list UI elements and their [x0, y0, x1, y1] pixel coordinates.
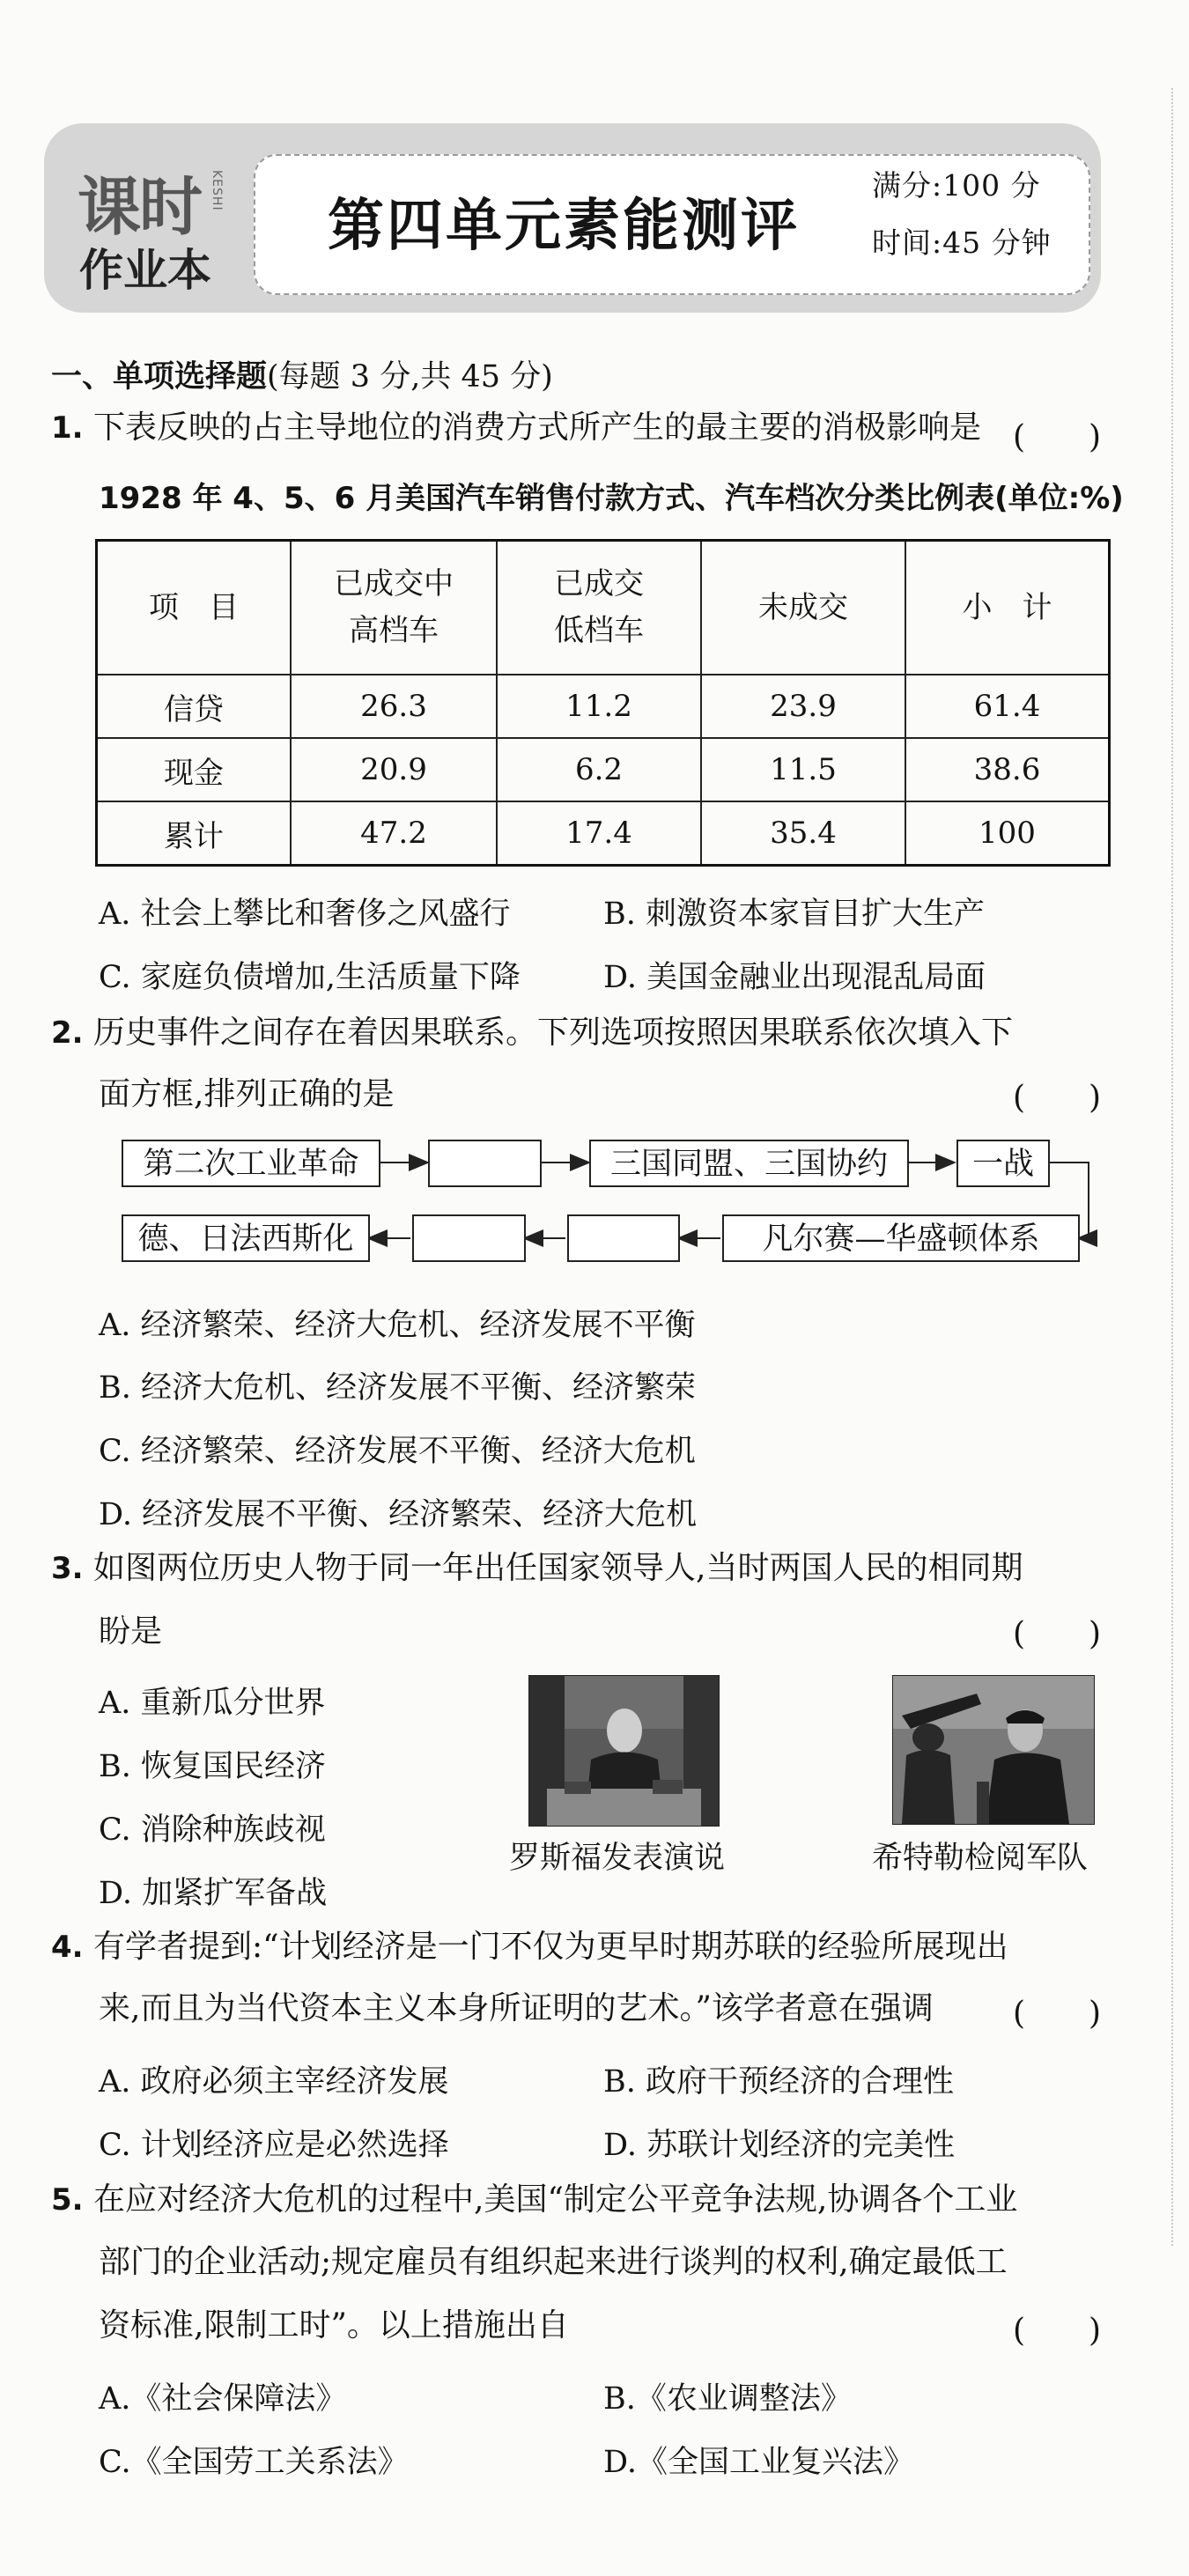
table-cell: 100: [905, 801, 1110, 866]
q5-option-b[interactable]: B.《农业调整法》: [603, 2381, 852, 2417]
table-cell: 6.2: [497, 738, 701, 801]
brand-pinyin: KESHI: [210, 170, 224, 211]
q5-option-d[interactable]: D.《全国工业复兴法》: [603, 2445, 914, 2480]
table-cell: 11.5: [701, 738, 905, 801]
flow-box-blank-2: [567, 1214, 680, 1262]
q5-stem-line3: 资标准,限制工时”。以上措施出自: [99, 2307, 569, 2343]
time-limit: 时间:45 分钟: [872, 225, 1052, 260]
q4-stem-line1: [51, 1931, 1008, 1963]
q5-stem-line2: 部门的企业活动;规定雇员有组织起来进行谈判的权利,确定最低工: [99, 2244, 1008, 2280]
q1-option-c[interactable]: C. 家庭负债增加,生活质量下降: [99, 960, 521, 995]
q2-option-c[interactable]: C. 经济繁荣、经济发展不平衡、经济大危机: [99, 1434, 696, 1469]
table-header-cell: 小 计: [905, 541, 1110, 675]
q5-option-c[interactable]: C.《全国劳工关系法》: [99, 2445, 409, 2480]
roosevelt-caption: 罗斯福发表演说: [509, 1841, 726, 1876]
q3-option-a[interactable]: A. 重新瓜分世界: [99, 1686, 326, 1721]
table-cell: 38.6: [905, 738, 1110, 801]
section-heading: [51, 352, 553, 396]
table-cell: 信贷: [97, 675, 292, 738]
table-cell: 23.9: [701, 675, 905, 738]
q3-option-b[interactable]: B. 恢复国民经济: [99, 1749, 326, 1784]
flow-box-alliances: 三国同盟、三国协约: [589, 1140, 909, 1187]
q3-option-c[interactable]: C. 消除种族歧视: [99, 1812, 326, 1848]
q2-option-d[interactable]: D. 经济发展不平衡、经济繁荣、经济大危机: [99, 1497, 698, 1532]
q2-stem-line2: 面方框,排列正确的是: [99, 1076, 395, 1112]
q5-option-a[interactable]: A.《社会保障法》: [99, 2381, 347, 2417]
table-cell: 35.4: [701, 801, 905, 866]
flow-box-fascism: 德、日法西斯化: [122, 1214, 370, 1262]
q1-stem: 下表反映的占主导地位的消费方式所产生的最主要的消极影响是: [93, 410, 982, 446]
q1-answer-paren: ( ): [1013, 419, 1102, 455]
q3-stem-line2: 盼是: [99, 1613, 163, 1650]
q2-stem: 历史事件之间存在着因果联系。下列选项按照因果联系依次填入下: [93, 1015, 1014, 1051]
q1-option-b[interactable]: B. 刺激资本家盲目扩大生产: [603, 897, 985, 932]
q1-number: 1.: [51, 410, 84, 446]
flow-box-second-industrial-revolution: 第二次工业革命: [122, 1140, 380, 1187]
table-cell: 61.4: [905, 675, 1110, 738]
page-edge-divider: [1171, 88, 1173, 2246]
q1-stem-line: [51, 412, 981, 444]
q1-option-a[interactable]: A. 社会上攀比和奢侈之风盛行: [99, 897, 511, 932]
full-score: 满分:100 分: [872, 168, 1041, 203]
table-row: [97, 801, 1110, 866]
q2-option-a[interactable]: A. 经济繁荣、经济大危机、经济发展不平衡: [99, 1308, 696, 1343]
brand-line2: 作业本: [79, 245, 211, 296]
table-header-cell: 已成交中 高档车: [291, 541, 497, 675]
table-header-cell: 未成交: [701, 541, 905, 675]
q3-stem: 如图两位历史人物于同一年出任国家领导人,当时两国人民的相同期: [93, 1550, 1023, 1586]
q4-number: 4.: [51, 1930, 84, 1965]
q3-option-d[interactable]: D. 加紧扩军备战: [99, 1876, 328, 1911]
q4-option-d[interactable]: D. 苏联计划经济的完美性: [603, 2128, 956, 2163]
q4-stem: 有学者提到:“计划经济是一门不仅为更早时期苏联的经验所展现出: [93, 1929, 1008, 1965]
section-title: 一、单项选择题: [51, 359, 268, 395]
flow-box-blank-1: [428, 1140, 542, 1187]
q4-option-a[interactable]: A. 政府必须主宰经济发展: [99, 2064, 449, 2100]
table-cell: 11.2: [497, 675, 701, 738]
q1-data-table: [95, 539, 1111, 867]
table-header-cell: 已成交 低档车: [497, 541, 701, 675]
page-title: 第四单元素能测评: [328, 193, 800, 259]
q5-stem: 在应对经济大危机的过程中,美国“制定公平竞争法规,协调各个工业: [93, 2181, 1018, 2218]
q1-option-d[interactable]: D. 美国金融业出现混乱局面: [603, 960, 986, 995]
flow-box-versailles-washington: 凡尔赛—华盛顿体系: [722, 1214, 1080, 1262]
q4-option-b[interactable]: B. 政府干预经济的合理性: [603, 2064, 954, 2100]
flow-box-blank-3: [412, 1214, 526, 1262]
q5-number: 5.: [51, 2182, 84, 2218]
q1-table-caption: 1928 年 4、5、6 月美国汽车销售付款方式、汽车档次分类比例表(单位:%): [99, 481, 1124, 516]
q3-number: 3.: [51, 1551, 84, 1586]
table-cell: 47.2: [291, 801, 497, 866]
q2-number: 2.: [51, 1015, 84, 1051]
table-cell: 累计: [97, 801, 292, 866]
table-cell: 20.9: [291, 738, 497, 801]
q3-stem-line1: [51, 1550, 1023, 1586]
brand-logo: [78, 145, 245, 296]
q2-option-b[interactable]: B. 经济大危机、经济发展不平衡、经济繁荣: [99, 1370, 696, 1406]
roosevelt-photo: [528, 1675, 720, 1827]
table-header-row: [97, 541, 1110, 675]
q5-answer-paren: ( ): [1013, 2313, 1102, 2349]
hitler-caption: 希特勒检阅军队: [872, 1841, 1089, 1876]
q4-option-c[interactable]: C. 计划经济应是必然选择: [99, 2128, 449, 2163]
table-cell: 26.3: [291, 675, 497, 738]
q3-answer-paren: ( ): [1013, 1616, 1102, 1652]
table-row: [97, 738, 1110, 801]
table-row: [97, 675, 1110, 738]
table-cell: 17.4: [497, 801, 701, 866]
table-cell: 现金: [97, 738, 292, 801]
hitler-photo: [892, 1675, 1095, 1825]
section-note: (每题 3 分,共 45 分): [267, 359, 553, 395]
q2-stem-line1: [51, 1017, 1013, 1049]
q2-answer-paren: ( ): [1013, 1080, 1102, 1116]
q4-answer-paren: ( ): [1013, 1996, 1102, 2032]
q4-stem-line2: 来,而且为当代资本主义本身所证明的艺术。”该学者意在强调: [99, 1990, 934, 2026]
brand-line1: 课时: [78, 170, 202, 244]
flow-box-wwi: 一战: [956, 1140, 1050, 1187]
q5-stem-line1: [51, 2181, 1018, 2218]
table-header-cell: 项 目: [97, 541, 292, 675]
